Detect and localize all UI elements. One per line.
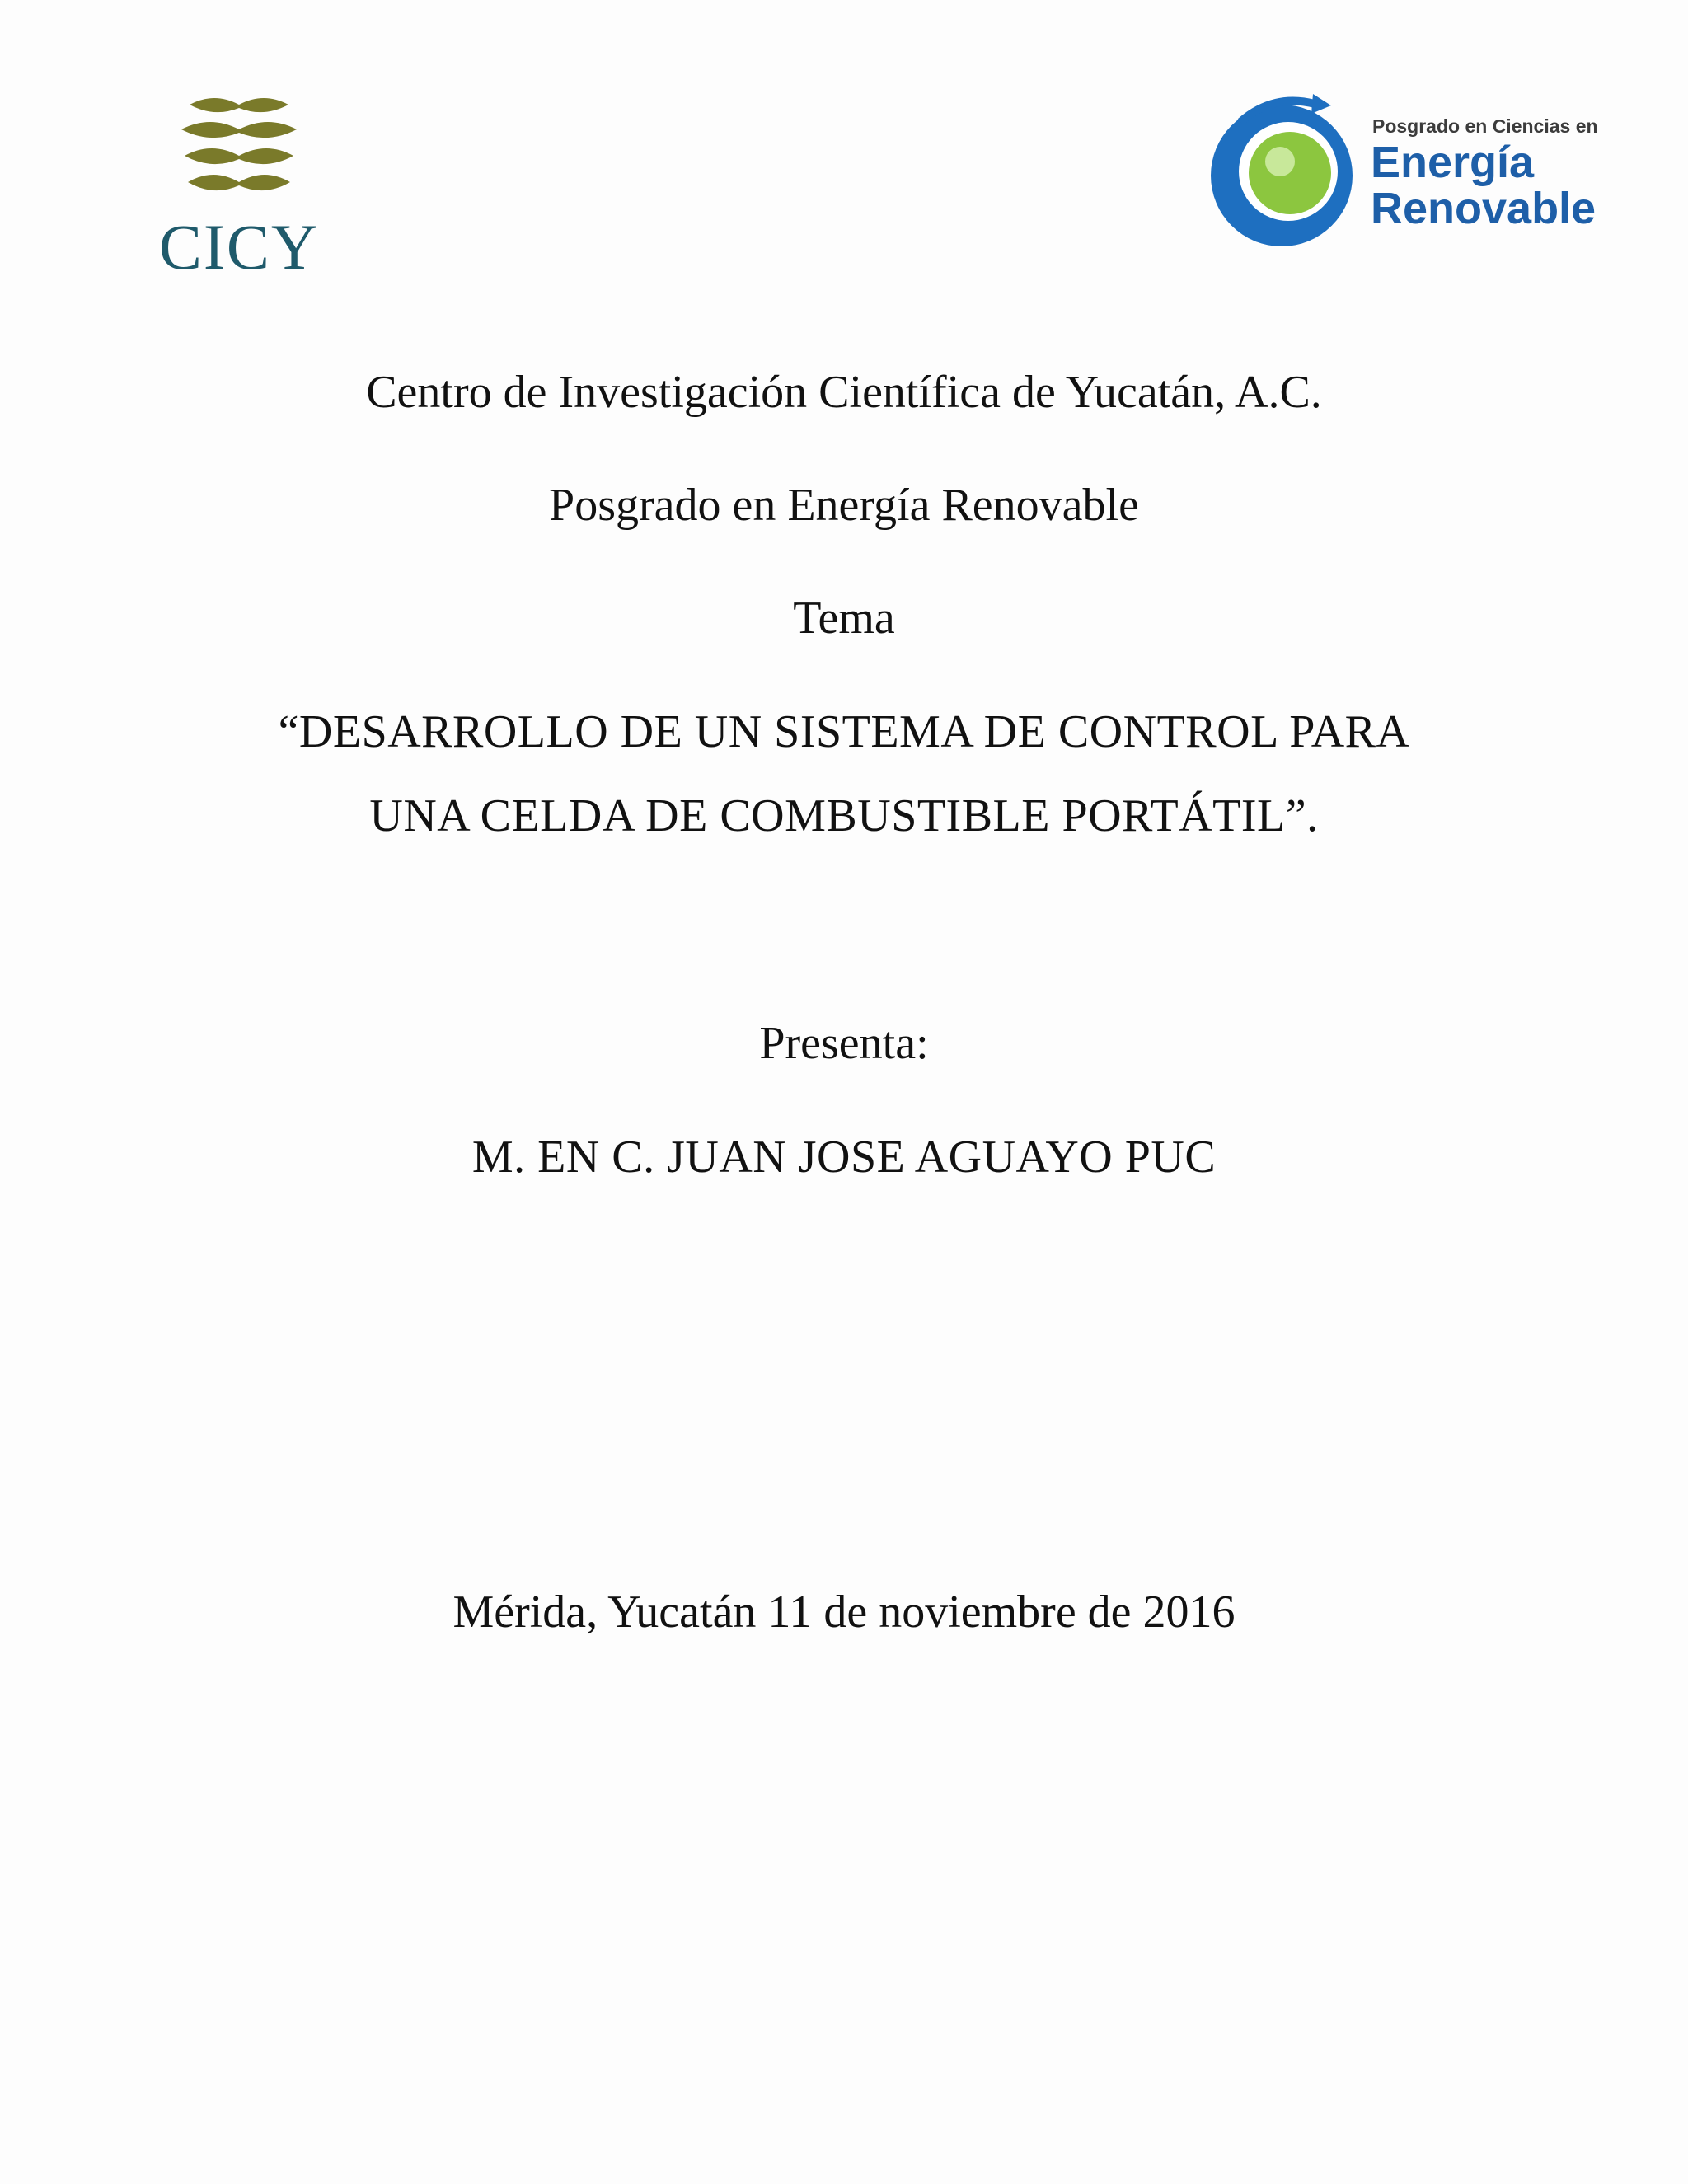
energia-logo-line1: Energía bbox=[1371, 138, 1535, 187]
cicy-wordmark: CICY bbox=[158, 211, 320, 283]
cicy-logo bbox=[148, 95, 330, 283]
presenta-label: Presenta: bbox=[759, 1018, 929, 1069]
thesis-title-line-1: “DESARROLLO DE UN SISTEMA DE CONTROL PARA bbox=[278, 706, 1410, 757]
author-name: M. EN C. JUAN JOSE AGUAYO PUC bbox=[471, 1132, 1217, 1183]
thesis-title-line-2: UNA CELDA DE COMBUSTIBLE PORTÁTIL”. bbox=[369, 790, 1319, 841]
place-and-date: Mérida, Yucatán 11 de noviembre de 2016 bbox=[452, 1586, 1236, 1638]
energy-circle-icon bbox=[1207, 89, 1364, 254]
energia-logo-subtitle: Posgrado en Ciencias en bbox=[1372, 115, 1598, 137]
cicy-leaves-icon bbox=[173, 95, 305, 210]
tema-label: Tema bbox=[793, 593, 895, 644]
program-name: Posgrado en Energía Renovable bbox=[549, 480, 1139, 531]
institution-name: Centro de Investigación Científica de Yucatán, A.C. bbox=[366, 367, 1322, 418]
energia-logo-line2: Renovable bbox=[1371, 184, 1597, 233]
energia-renovable-logo bbox=[1207, 89, 1620, 254]
